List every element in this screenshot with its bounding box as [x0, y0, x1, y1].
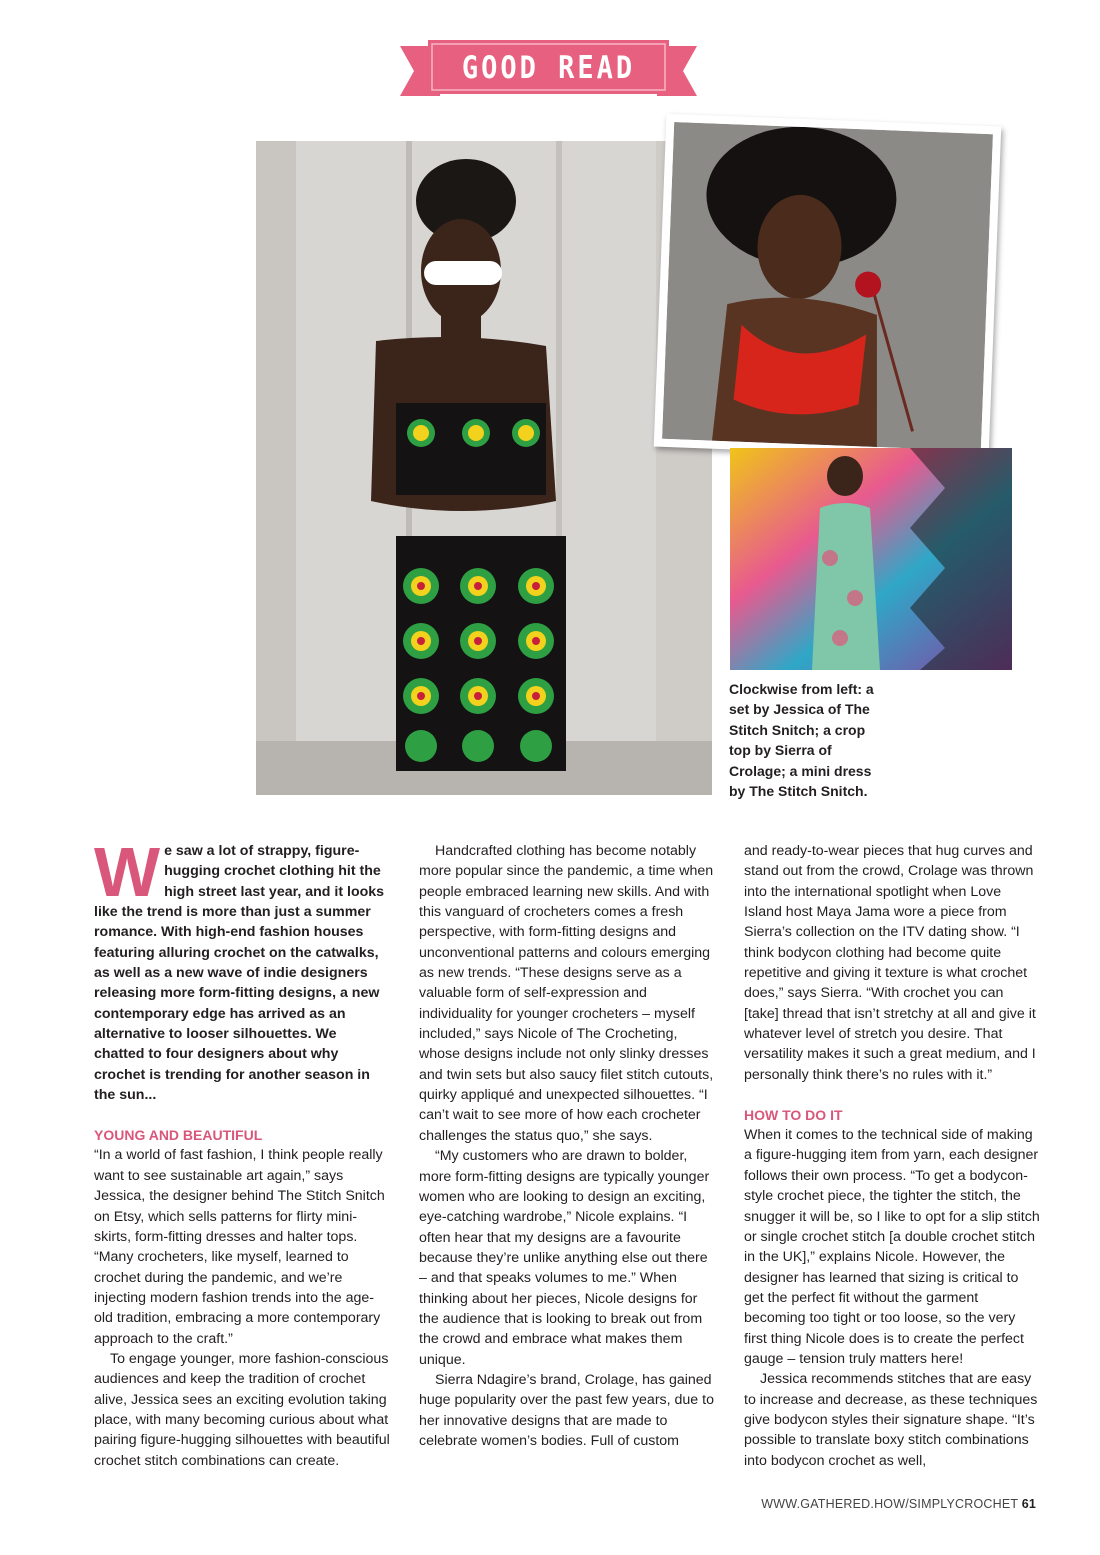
- photo-crochet-set: [256, 141, 712, 795]
- section-banner: [400, 38, 697, 100]
- intro-paragraph: [94, 833, 390, 1105]
- article-column-1: [94, 833, 390, 1471]
- photo-crop-top: [654, 114, 1002, 460]
- body-paragraph: Jessica recommends stitches that are easy to increase and decrease, as these techniques give bodycon styles their signature shape. “It’s possible to translate boxy stitch combinations into bodycon crochet as well,: [744, 1371, 1038, 1469]
- body-paragraph: Sierra Ndagire’s brand, Crolage, has gained huge popularity over the past few years, due to her innovative designs that are made to celebrate women’s bodies. Full of custom: [419, 1371, 714, 1449]
- subheading-how-to-do-it: HOW TO DO IT: [744, 1107, 843, 1124]
- body-paragraph: To engage younger, more fashion-conscious audiences and keep the tradition of crochet alive, Jessica sees an exciting evolution taking place, with many becoming curious about what pairing figure-hugging silhouettes with beautiful crochet stitch combinations can create.: [94, 1350, 390, 1469]
- body-paragraph: “In a world of fast fashion, I think people really want to see sustainable art again,” says Jessica, the designer behind The Stitch Snitch on Etsy, which sells patterns for flirty mini-skirts, form-fitting dresses and halter tops. “Many crocheters, like myself, learned to crochet during the pandemic, and we’re injecting modern fashion trends into the age-old tradition, embracing a more contemporary approach to the craft.”: [94, 1147, 385, 1347]
- subheading-young-and-beautiful: YOUNG AND BEAUTIFUL: [94, 1127, 263, 1144]
- body-paragraph: “My customers who are drawn to bolder, more form-fitting designs are typically younger women who are looking to design an exciting, eye-catching wardrobe,” Nicole explains. “I often hear that my designs are a favourite because they’re unlike anything else out there – and that speaks volumes to me.” When thinking about her pieces, Nicole designs for the audience that is looking to break out from the crowd and embrace what makes them unique.: [419, 1148, 710, 1368]
- page-footer: [761, 1497, 1036, 1511]
- article-column-3: [744, 841, 1040, 1471]
- photo-caption: Clockwise from left: a set by Jessica of The Stitch Snitch; a crop top by Sierra of Crolage; a mini dress by The Stitch Snitch.: [729, 681, 874, 800]
- body-paragraph: Handcrafted clothing has become notably more popular since the pandemic, a time when people embraced learning new skills. And with this vanguard of crocheters comes a fresh perspective, with form-fitting designs and unconventional patterns and colours emerging as new trends. “These designs serve as a valuable form of self-expression and individuality for younger crocheters – myself included,” says Nicole of The Crocheting, whose designs include not only slinky dresses and twin sets but also saucy filet stitch cutouts, quirky appliqué and unexpected silhouettes. “I can’t wait to see more of how each crocheter challenges the status quo,” she says.: [419, 843, 714, 1144]
- page-number: 61: [1021, 1497, 1036, 1511]
- body-paragraph: When it comes to the technical side of making a figure-hugging item from yarn, each designer follows their own process. “To get a bodycon-style crochet piece, the tighter the stitch, the snugger it will be, so I like to opt for a slip stitch or single crochet stitch [a double crochet stitch in the UK],” explains Nicole. However, the designer has learned that sizing is critical to get the perfect fit without the garment becoming too tight or too loose, so the very first thing Nicole does is to create the perfect gauge – tension truly matters here!: [744, 1127, 1040, 1367]
- footer-url: WWW.GATHERED.HOW/SIMPLYCROCHET: [761, 1497, 1018, 1511]
- intro-text: e saw a lot of strappy, figure-hugging crochet clothing hit the high street last year, and it looks like the trend is more than just a summer romance. With high-end fashion houses featuring alluring crochet on the catwalks, as well as a new wave of indie designers releasing more form-fitting designs, a new contemporary edge has arrived as an alternative to looser silhouettes. We chatted to four designers about why crochet is trending for another season in the sun...: [94, 843, 385, 1104]
- article-column-2: [419, 841, 715, 1451]
- banner-title: GOOD READ: [461, 50, 636, 87]
- drop-cap: W: [94, 833, 161, 911]
- photo-mini-dress: [730, 448, 1012, 670]
- body-paragraph: and ready-to-wear pieces that hug curves and stand out from the crowd, Crolage was thrown into the international spotlight when Love Island host Maya Jama wore a piece from Sierra’s collection on the ITV dating show. “I think bodycon clothing had become quite repetitive and giving it texture is what crochet does,” says Sierra. “With crochet you can [take] thread that isn’t stretchy at all and give it whatever level of stretch you desire. That versatility makes it such a great medium, and I personally think there’s no rules with it.”: [744, 843, 1036, 1083]
